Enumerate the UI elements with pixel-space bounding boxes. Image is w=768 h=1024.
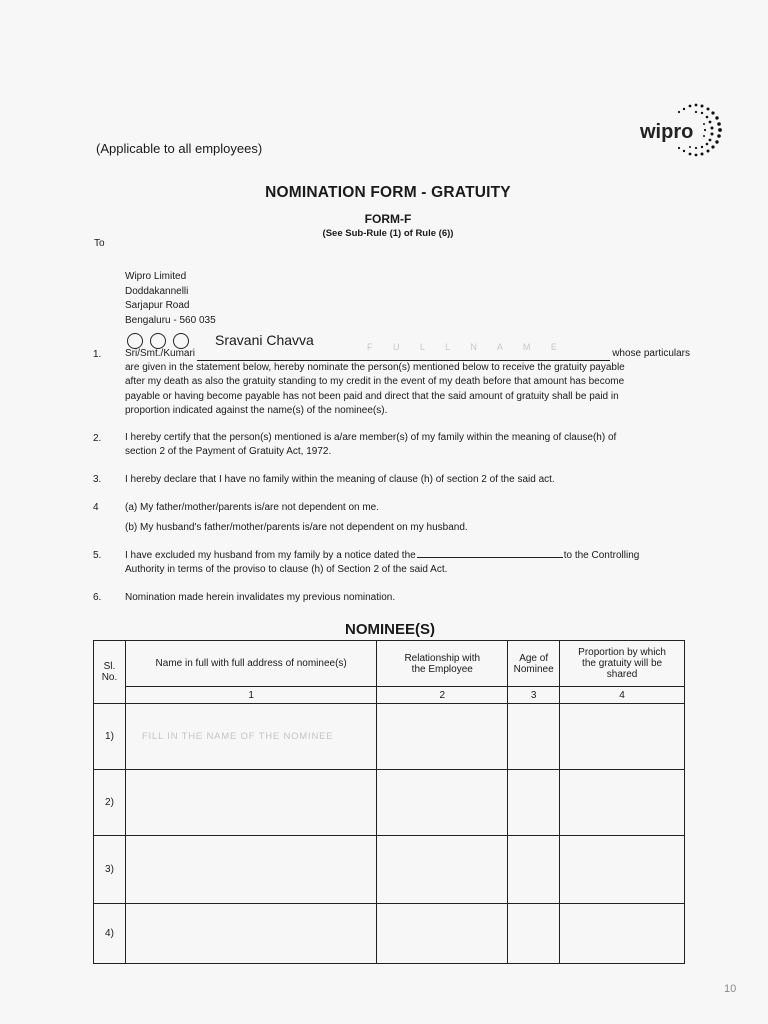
- header-name: Name in full with full address of nominee(s): [125, 641, 376, 687]
- age-cell[interactable]: [508, 904, 560, 964]
- relationship-cell[interactable]: [377, 770, 508, 836]
- relationship-cell[interactable]: [377, 904, 508, 964]
- form-number: FORM-F: [364, 212, 412, 226]
- full-name-field[interactable]: [197, 342, 610, 361]
- to-label: To: [94, 238, 105, 249]
- column-number: 2: [377, 687, 508, 704]
- svg-text:wipro: wipro: [640, 121, 694, 143]
- nominees-title: NOMINEE(S): [345, 621, 435, 638]
- nominee-name-cell[interactable]: [125, 904, 376, 964]
- relationship-cell[interactable]: [377, 704, 508, 770]
- para-line: are given in the statement below, hereby nominate the person(s) mentioned below to receive the gratuity payable: [125, 362, 625, 374]
- para-1-number: 1.: [93, 349, 102, 360]
- page-number: 10: [724, 983, 737, 995]
- row-number: 2): [94, 770, 126, 836]
- address-line: Doddakannelli: [125, 285, 189, 297]
- wipro-logo-icon: [640, 100, 726, 166]
- para-4-number: 4: [93, 502, 99, 513]
- address-line: Wipro Limited: [125, 271, 187, 282]
- header-relationship: Relationship with the Employee: [377, 641, 508, 687]
- column-number: 4: [560, 687, 685, 704]
- table-header-row: [94, 641, 685, 687]
- para-1: [125, 342, 690, 418]
- para-line: section 2 of the Payment of Gratuity Act, 1972.: [125, 446, 332, 458]
- para-2-number: 2.: [93, 433, 102, 444]
- nominee-name-cell[interactable]: [125, 770, 376, 836]
- table-row: [94, 904, 685, 964]
- para-line: payable or having become payable has not been paid and direct that the said amount of gratuity shall be paid in: [125, 390, 619, 402]
- age-cell[interactable]: [508, 770, 560, 836]
- para-4a: (a) My father/mother/parents is/are not dependent on me.: [125, 502, 380, 513]
- para-5-number: 5.: [93, 550, 102, 561]
- proportion-cell[interactable]: [560, 836, 685, 904]
- nominee-name-cell[interactable]: FILL IN THE NAME OF THE NOMINEE: [125, 704, 376, 770]
- row-number: 4): [94, 904, 126, 964]
- para-line: proportion indicated against the name(s) of the nominee(s).: [125, 404, 388, 416]
- filled-name: Sravani Chavva: [215, 332, 314, 348]
- column-number: 3: [508, 687, 560, 704]
- title-prefix: Sri/Smt./Kumari: [125, 348, 196, 359]
- applicable-note: (Applicable to all employees): [96, 141, 263, 156]
- column-number: 1: [125, 687, 376, 704]
- para-3-number: 3.: [93, 474, 102, 485]
- column-number-row: [94, 687, 685, 704]
- para-line: after my death as also the gratuity standing to my credit in the event of my death before that amount has become: [125, 376, 625, 388]
- para-2: [125, 431, 690, 459]
- para-4b: (b) My husband's father/mother/parents is/are not dependent on my husband.: [125, 522, 468, 533]
- wipro-logo: [640, 100, 726, 171]
- table-row: [94, 836, 685, 904]
- name-line: [125, 342, 690, 361]
- nominee-name-cell[interactable]: [125, 836, 376, 904]
- header-age: Age of Nominee: [508, 641, 560, 687]
- notice-suffix: to the Controlling: [563, 550, 640, 561]
- age-cell[interactable]: [508, 836, 560, 904]
- para-line: Authority in terms of the proviso to clause (h) of Section 2 of the said Act.: [125, 564, 448, 576]
- para-6-number: 6.: [93, 592, 102, 603]
- address-line: Bengaluru - 560 035: [125, 314, 216, 326]
- age-cell[interactable]: [508, 704, 560, 770]
- notice-date-field[interactable]: [417, 548, 563, 558]
- row-number: 3): [94, 836, 126, 904]
- proportion-cell[interactable]: [560, 904, 685, 964]
- para-6: Nomination made herein invalidates my previous nomination.: [125, 592, 396, 603]
- nominees-table: [93, 640, 685, 964]
- address-line: Sarjapur Road: [125, 300, 190, 311]
- row-number: 1): [94, 704, 126, 770]
- table-row: [94, 704, 685, 770]
- header-proportion: Proportion by which the gratuity will be shared: [560, 641, 685, 687]
- para-3: I hereby declare that I have no family within the meaning of clause (h) of section 2 of the said act.: [125, 474, 555, 485]
- proportion-cell[interactable]: [560, 704, 685, 770]
- proportion-cell[interactable]: [560, 770, 685, 836]
- header-sl-no: Sl. No.: [94, 641, 126, 704]
- recipient-address: [125, 270, 216, 328]
- sub-rule: (See Sub-Rule (1) of Rule (6)): [322, 228, 454, 239]
- notice-line: [125, 548, 690, 563]
- para-line: I hereby certify that the person(s) mentioned is a/are member(s) of my family within the meaning of clause(h) of: [125, 432, 617, 443]
- table-row: [94, 770, 685, 836]
- notice-prefix: I have excluded my husband from my family by a notice dated the: [125, 550, 416, 561]
- full-name-placeholder: F U L L N A M E: [367, 342, 566, 353]
- para-5: [125, 548, 690, 577]
- name-suffix: whose particulars: [612, 348, 690, 359]
- relationship-cell[interactable]: [377, 836, 508, 904]
- form-title: NOMINATION FORM - GRATUITY: [265, 184, 511, 201]
